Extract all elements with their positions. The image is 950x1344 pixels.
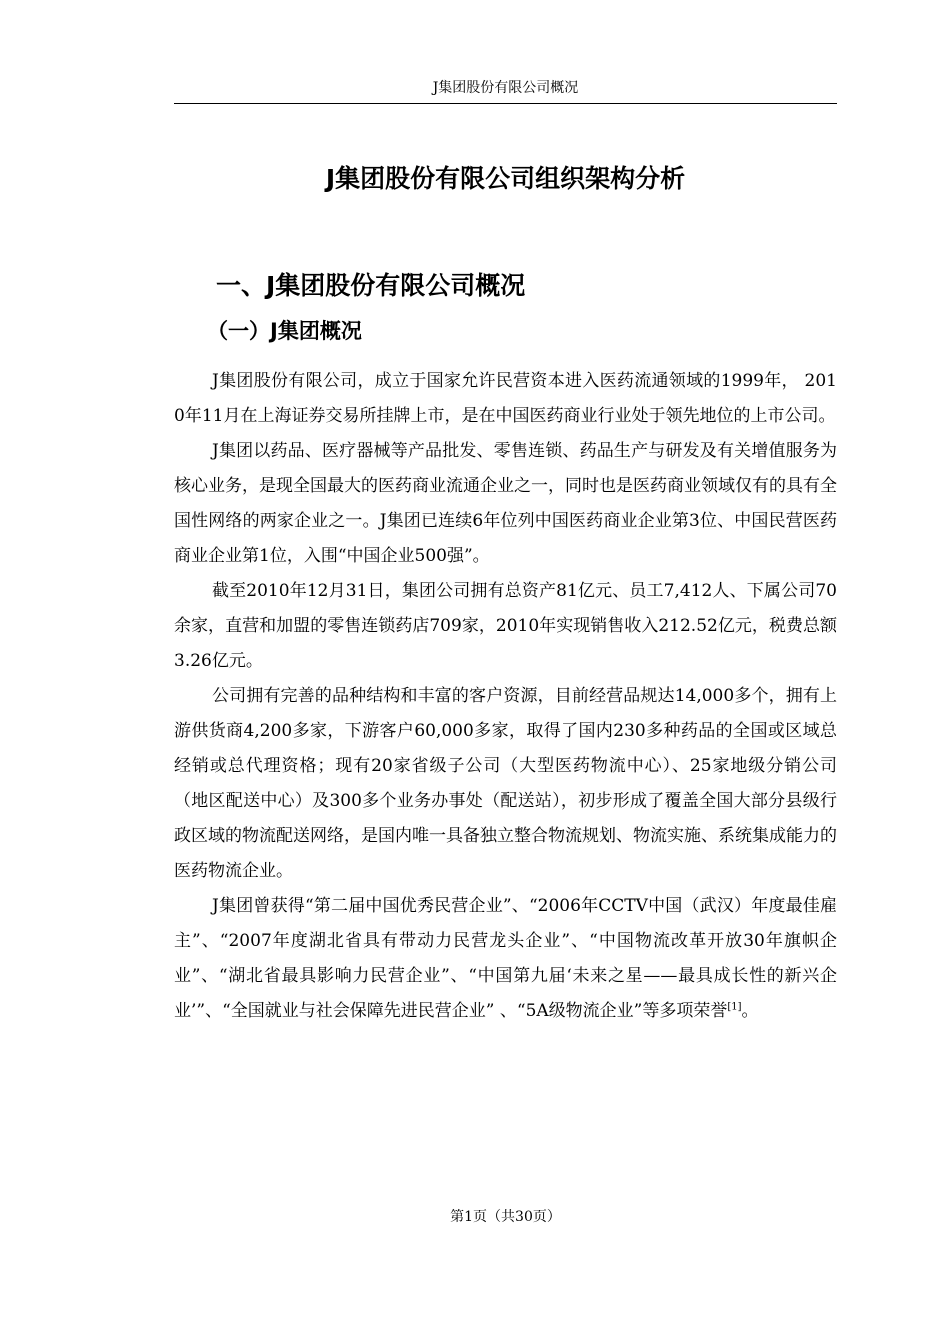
paragraph-financials: 截至2010年12月31日，集团公司拥有总资产81亿元、员工7,412人、下属公司70余家，直营和加盟的零售连锁药店709家，2010年实现销售收入212.52亿元，税费总额3.26亿元。 xyxy=(174,581,837,671)
document-title: J集团股份有限公司组织架构分析 xyxy=(325,164,686,193)
paragraph-honors xyxy=(174,889,837,1029)
paragraph-company-intro: J集团股份有限公司，成立于国家允许民营资本进入医药流通领域的1999年， 2010年11月在上海证券交易所挂牌上市，是在中国医药商业行业处于领先地位的上市公司。 xyxy=(174,371,837,426)
section-heading: 一、J集团股份有限公司概况 xyxy=(216,271,526,300)
running-header: J集团股份有限公司概况 xyxy=(432,80,579,96)
citation-reference[interactable]: [1] xyxy=(727,1001,742,1013)
subsection-heading: （一）J集团概况 xyxy=(207,319,362,343)
paragraph-network: 公司拥有完善的品种结构和丰富的客户资源，目前经营品规达14,000多个，拥有上游供货商4,200多家，下游客户60,000多家，取得了国内230多种药品的全国或区域总经销或总代理资格；现有20家省级子公司（大型医药物流中心）、25家地级分销公司（地区配送中心）及300多个业务办事处（配送站），初步形成了覆盖全国大部分县级行政区域的物流配送网络，是国内唯一具备独立整合物流规划、物流实施、系统集成能力的医药物流企业。 xyxy=(174,686,837,881)
page-number: 第1页（共30页） xyxy=(450,1209,561,1225)
honors-ending: 。 xyxy=(741,1001,759,1021)
honors-text: J集团曾获得“第二届中国优秀民营企业”、“2006年CCTV中国（武汉）年度最佳雇主”、“2007年度湖北省具有带动力民营龙头企业”、“中国物流改革开放30年旗帜企业”、“湖北省最具影响力民营企业”、“中国第九届‘未来之星——最具成长性的新兴企业’”、“全国就业与社会保障先进民营企业” 、“5A级物流企业”等多项荣誉 xyxy=(174,896,837,1021)
header-divider xyxy=(174,103,837,104)
body-text xyxy=(174,364,837,1029)
paragraph-core-business: J集团以药品、医疗器械等产品批发、零售连锁、药品生产与研发及有关增值服务为核心业务，是现全国最大的医药商业流通企业之一，同时也是医药商业领域仅有的具有全国性网络的两家企业之一。J集团已连续6年位列中国医药商业企业第3位、中国民营医药商业企业第1位，入围“中国企业500强”。 xyxy=(174,441,837,566)
